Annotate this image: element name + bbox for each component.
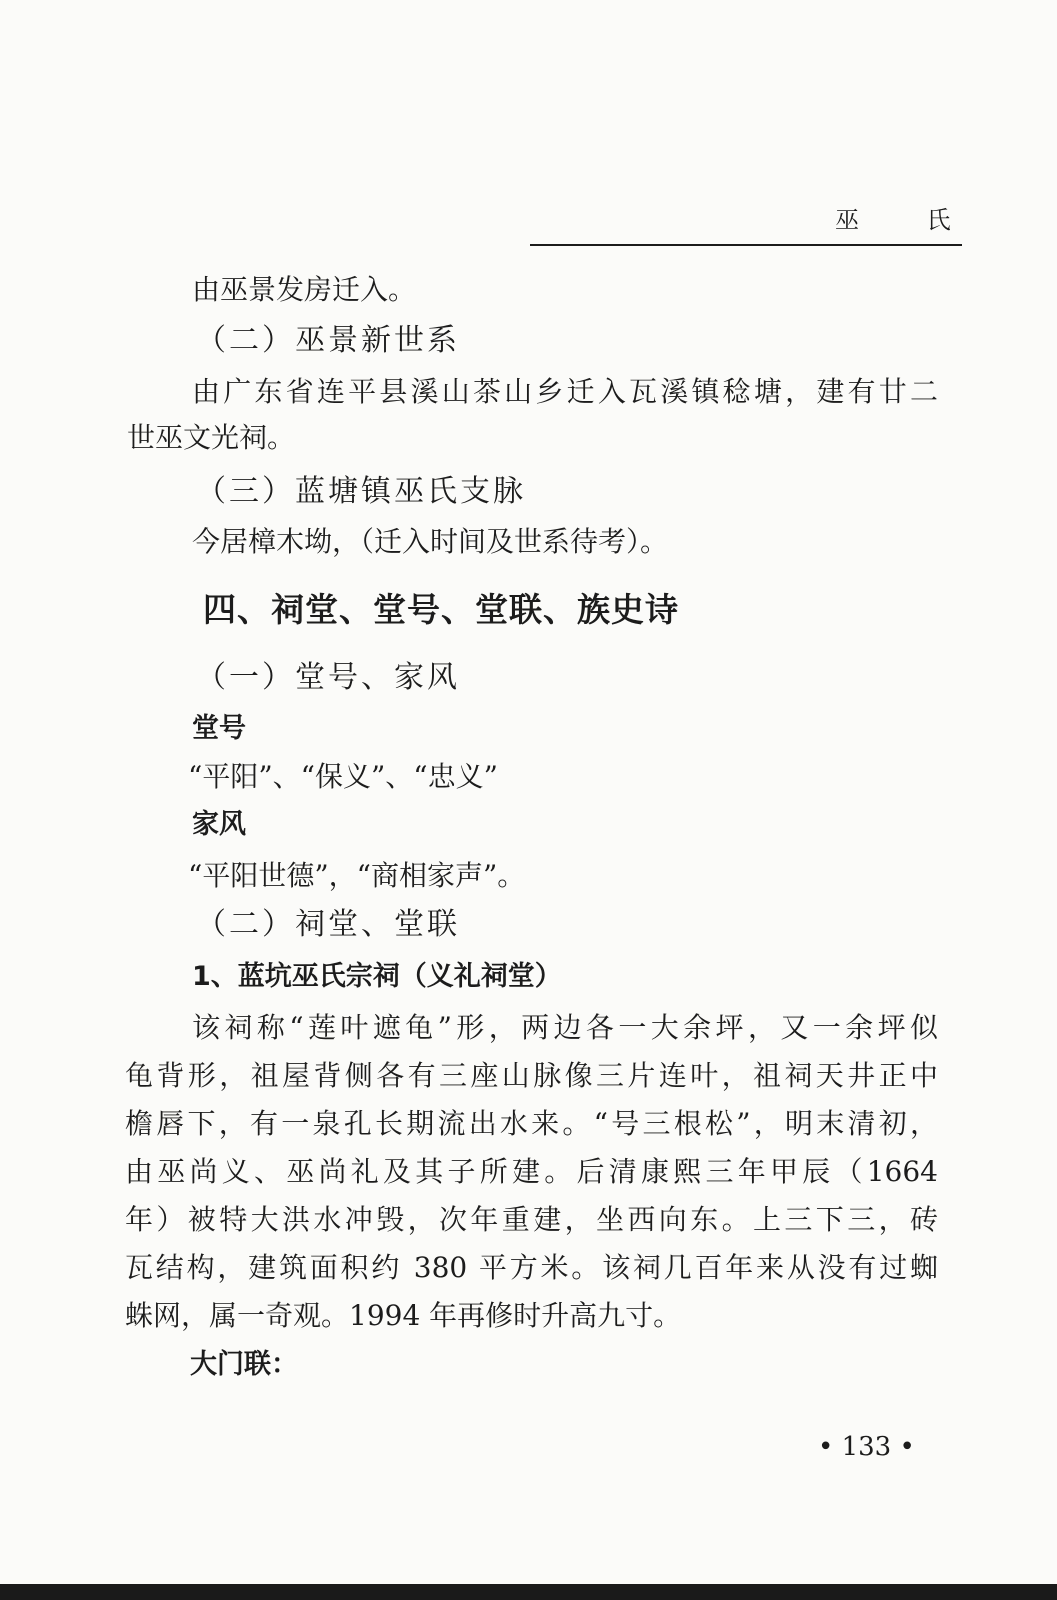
- text-line: 由巫景发房迁入。: [192, 273, 417, 306]
- text-line: 由广东省连平县溪山茶山乡迁入瓦溪镇稔塘，建有廿二: [192, 375, 938, 408]
- bold-label: 大门联：: [190, 1349, 298, 1380]
- header-rule: [530, 244, 962, 246]
- section-heading: 四、祠堂、堂号、堂联、族史诗: [203, 590, 679, 629]
- text-line: 世巫文光祠。: [127, 421, 296, 454]
- text-line: 今居樟木坳，（迁入时间及世系待考）。: [192, 525, 669, 558]
- subsection-heading: （二）巫景新世系: [196, 323, 460, 358]
- subsection-heading: （二）祠堂、堂联: [196, 907, 460, 942]
- text-line: 龟背形，祖屋背侧各有三座山脉像三片连叶，祖祠天井正中: [125, 1059, 938, 1092]
- page-number: • 133 •: [818, 1432, 915, 1462]
- subsection-heading: （三）蓝塘镇巫氏支脉: [196, 474, 526, 509]
- subsection-heading: （一）堂号、家风: [196, 660, 460, 695]
- running-header: 巫 氏: [835, 206, 981, 234]
- text-line: 该祠称“莲叶遮龟”形，两边各一大余坪，又一余坪似: [192, 1011, 938, 1044]
- text-line: 瓦结构，建筑面积约 380 平方米。该祠几百年来从没有过蜘: [125, 1251, 938, 1284]
- bold-label: 家风: [192, 809, 246, 840]
- scan-edge: [0, 1584, 1057, 1600]
- text-line: 蛛网，属一奇观。1994 年再修时升高九寸。: [125, 1299, 682, 1332]
- bold-heading: 1、蓝坑巫氏宗祠（义礼祠堂）: [192, 961, 562, 992]
- text-line: 由巫尚义、巫尚礼及其子所建。后清康熙三年甲辰（1664: [125, 1155, 938, 1188]
- text-line: “平阳世德”，“商相家声”。: [188, 859, 526, 892]
- text-line: “平阳”、“保义”、“忠义”: [188, 760, 498, 793]
- bold-label: 堂号: [192, 713, 246, 744]
- text-line: 檐唇下，有一泉孔长期流出水来。“号三根松”，明末清初，: [125, 1107, 938, 1140]
- text-line: 年）被特大洪水冲毁，次年重建，坐西向东。上三下三，砖: [125, 1203, 938, 1236]
